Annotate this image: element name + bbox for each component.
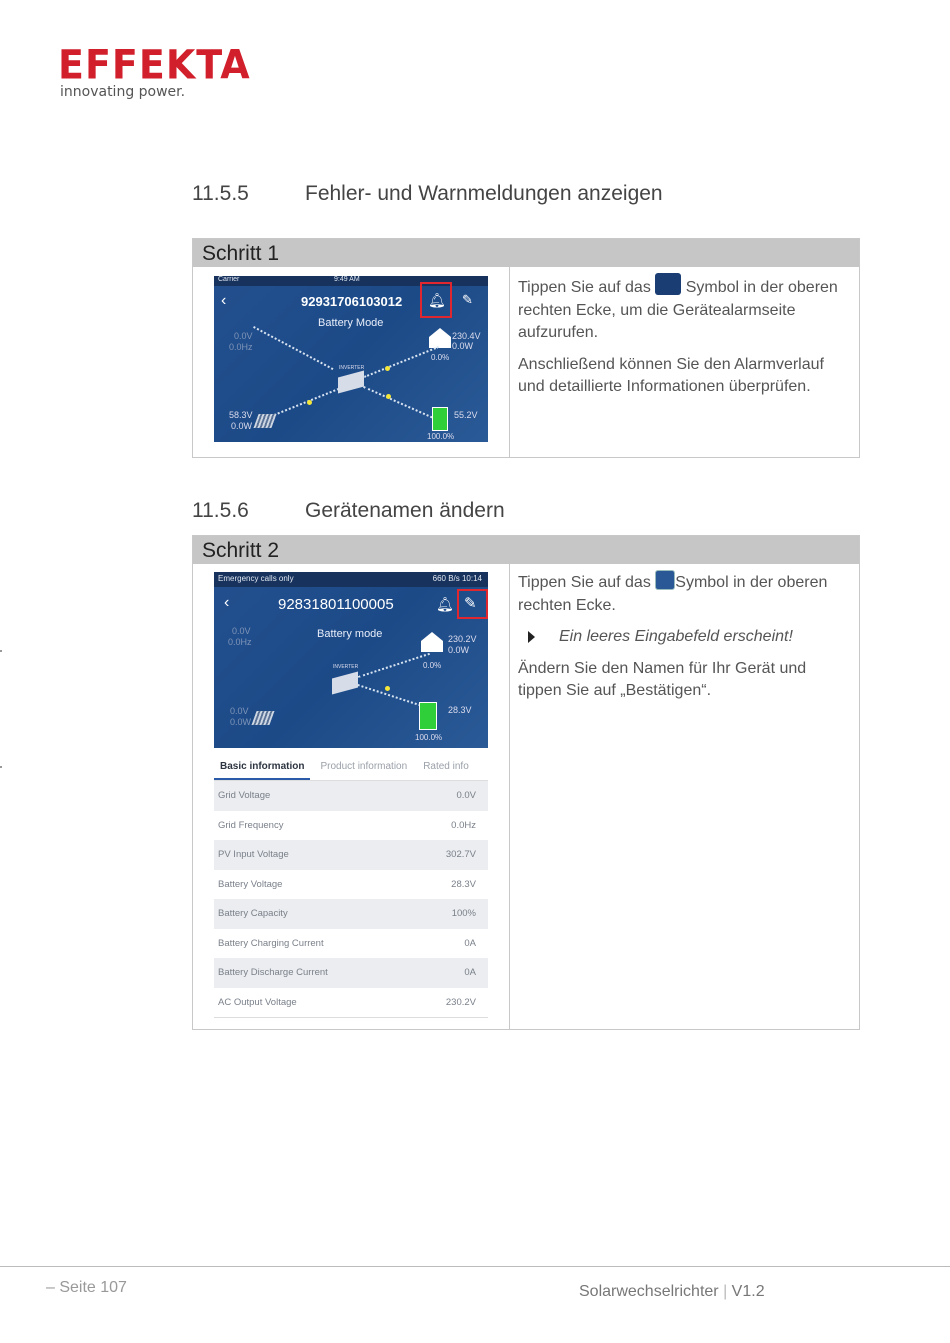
tab-product-information[interactable]: Product information bbox=[320, 761, 408, 772]
battery-percent: 100.0% bbox=[427, 432, 455, 441]
table-row: Battery Capacity 100% bbox=[214, 899, 488, 929]
battery-icon bbox=[432, 407, 448, 431]
battery-icon bbox=[419, 702, 437, 730]
inverter-label: INVERTER bbox=[339, 365, 365, 371]
edit-icon bbox=[655, 570, 675, 590]
back-icon[interactable]: ‹ bbox=[224, 594, 230, 611]
load-percent: 0.0% bbox=[431, 353, 450, 362]
instruction-paragraph-2: Ändern Sie den Namen für Ihr Gerät und tippen Sie auf „Bestätigen“. bbox=[518, 659, 807, 699]
section-heading-11-5-6 bbox=[192, 499, 505, 523]
table-row: PV Input Voltage 302.7V bbox=[214, 840, 488, 870]
table-row: AC Output Voltage 230.2V bbox=[218, 996, 476, 1008]
pv-power: 0.0W bbox=[230, 717, 252, 727]
grid-voltage: 0.0V bbox=[232, 626, 251, 636]
bell-icon[interactable]: 🔔︎ bbox=[428, 292, 446, 308]
section-heading-11-5-5 bbox=[192, 182, 663, 206]
logo-tagline: innovating power. bbox=[60, 84, 186, 100]
load-voltage: 230.4V bbox=[452, 331, 481, 341]
grid-frequency: 0.0Hz bbox=[229, 342, 253, 352]
bullet-arrow-icon bbox=[528, 631, 535, 643]
logo-word: EFFEKTA bbox=[58, 41, 251, 89]
load-power: 0.0W bbox=[448, 645, 470, 655]
load-voltage: 230.2V bbox=[448, 634, 477, 644]
status-carrier: Carrier bbox=[218, 276, 240, 283]
bell-icon[interactable]: 🔔︎ bbox=[436, 596, 454, 612]
load-percent: 0.0% bbox=[423, 661, 442, 670]
pv-power: 0.0W bbox=[231, 421, 253, 431]
back-icon[interactable]: ‹ bbox=[221, 292, 227, 309]
table-row: Battery Charging Current 0A bbox=[218, 937, 476, 949]
device-mode: Battery Mode bbox=[318, 317, 384, 329]
battery-percent: 100.0% bbox=[415, 733, 443, 742]
app-screenshot-alarm bbox=[214, 276, 488, 442]
info-tabs bbox=[214, 753, 488, 781]
device-id: 92831801100005 bbox=[278, 596, 394, 613]
screenshot-cell bbox=[193, 564, 510, 1029]
section-title: Fehler- und Warnmeldungen anzeigen bbox=[305, 182, 663, 205]
step-table-1 bbox=[192, 238, 860, 458]
load-power: 0.0W bbox=[452, 341, 474, 351]
status-right: 660 B/s 10:14 bbox=[432, 574, 482, 583]
instruction-paragraph-1: Tippen Sie auf das Symbol in der oberen rechten Ecke, um die Gerätealarmseite aufzurufen. bbox=[518, 273, 851, 345]
step-instructions bbox=[510, 564, 859, 1029]
document-title: Solarwechselrichter | V1.2 bbox=[579, 1283, 765, 1300]
status-time: 9:49 AM bbox=[334, 276, 360, 283]
step-instructions bbox=[510, 267, 859, 457]
footer-divider bbox=[0, 1266, 950, 1267]
tab-rated-info[interactable]: Rated info bbox=[423, 761, 469, 772]
table-row: Battery Discharge Current 0A bbox=[214, 958, 488, 988]
instruction-paragraph-1: Tippen Sie auf das Symbol in der oberen rechten Ecke. bbox=[518, 570, 851, 617]
screenshot-cell bbox=[193, 267, 510, 457]
instruction-paragraph-2: Anschließend können Sie den Alarmverlauf und detaillierte Informationen überprüfen. bbox=[518, 355, 824, 395]
info-table bbox=[214, 781, 488, 1018]
app-screenshot-rename bbox=[214, 572, 488, 748]
table-row: Grid Frequency 0.0Hz bbox=[218, 819, 476, 831]
grid-voltage: 0.0V bbox=[234, 331, 253, 341]
grid-frequency: 0.0Hz bbox=[228, 637, 252, 647]
pv-voltage: 0.0V bbox=[230, 706, 249, 716]
result-bullet: Ein leeres Eingabefeld erscheint! bbox=[518, 626, 851, 649]
edit-icon[interactable]: ✎ bbox=[462, 292, 473, 307]
tab-basic-information[interactable]: Basic information bbox=[214, 753, 310, 780]
inverter-label: INVERTER bbox=[333, 664, 359, 670]
pv-voltage: 58.3V bbox=[229, 410, 253, 420]
step-label: Schritt 1 bbox=[193, 239, 859, 267]
device-id: 92931706103012 bbox=[301, 294, 403, 309]
step-table-2 bbox=[192, 535, 860, 1030]
battery-voltage: 55.2V bbox=[454, 410, 478, 420]
page-number: – Seite 107 bbox=[46, 1279, 127, 1296]
edit-icon[interactable]: ✎ bbox=[464, 595, 477, 612]
table-row: Battery Voltage 28.3V bbox=[218, 878, 476, 890]
device-mode: Battery mode bbox=[317, 628, 383, 640]
bell-icon bbox=[655, 273, 681, 295]
section-number: 11.5.5 bbox=[192, 182, 249, 205]
section-number: 11.5.6 bbox=[192, 499, 249, 522]
step-label: Schritt 2 bbox=[193, 536, 859, 564]
section-title: Gerätenamen ändern bbox=[305, 499, 505, 522]
effekta-logo bbox=[58, 41, 251, 100]
table-row: Grid Voltage 0.0V bbox=[214, 781, 488, 811]
status-carrier: Emergency calls only bbox=[218, 574, 294, 583]
battery-voltage: 28.3V bbox=[448, 705, 472, 715]
